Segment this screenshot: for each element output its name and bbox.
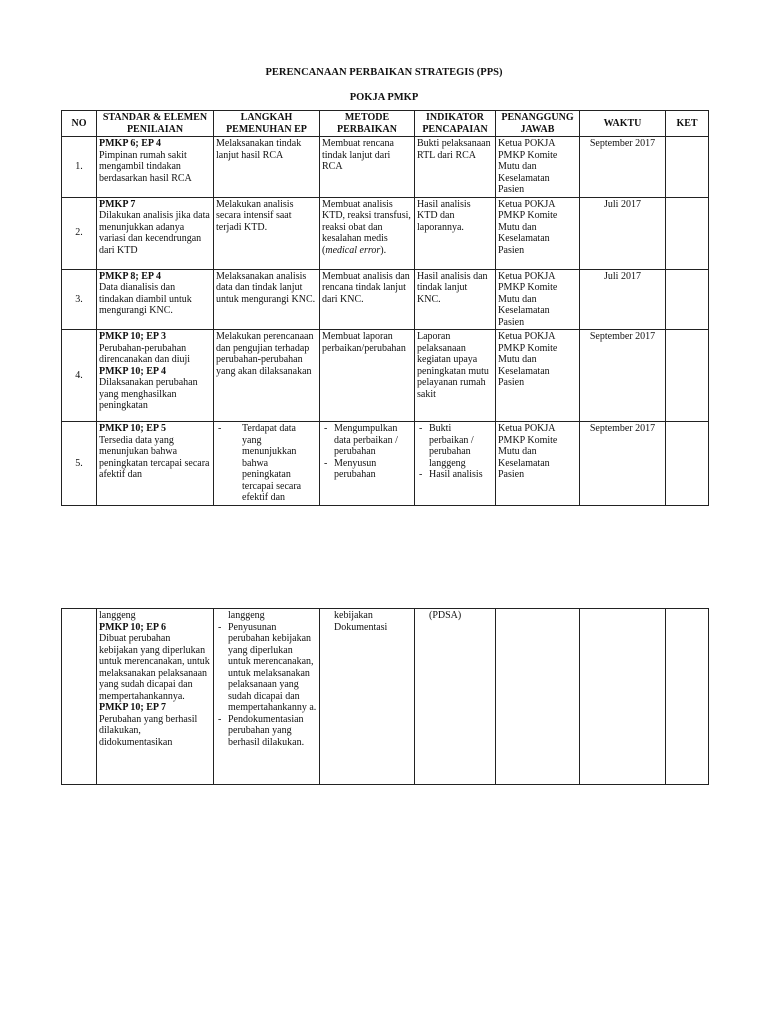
- table-row: [62, 197, 709, 269]
- langkah-text: langgeng: [228, 610, 265, 621]
- indikator-list: [417, 423, 493, 481]
- list-item: - Menyusun perubahan: [334, 458, 412, 481]
- list-item: - Hasil analisis: [429, 469, 493, 481]
- langkah-cell: Melakukan analisis secara intensif saat terjadi KTD.: [214, 197, 320, 269]
- metode-cell: Membuat rencana tindak lanjut dari RCA: [320, 137, 415, 198]
- header-standar: STANDAR & ELEMEN PENILAIAN: [97, 111, 214, 137]
- ket-cell: [666, 422, 709, 506]
- document-subtitle: POKJA PMKP: [349, 92, 419, 103]
- row-number: 1.: [62, 137, 97, 198]
- header-langkah: LANGKAH PEMENUHAN EP: [214, 111, 320, 137]
- langkah-cell: Melaksanakan tindak lanjut hasil RCA: [214, 137, 320, 198]
- standar-code: PMKP 10; EP 6: [99, 621, 166, 633]
- indikator-cell: Hasil analisis KTD dan laporannya.: [415, 197, 496, 269]
- list-item: - Mengumpulkan data perbaikan / perubahan: [334, 423, 412, 458]
- langkah-cell: Melaksanakan analisis data dan tindak lanjut untuk mengurangi KNC.: [214, 269, 320, 330]
- ket-cell: [666, 330, 709, 422]
- waktu-cell: Juli 2017: [580, 197, 666, 269]
- penanggung-jawab-cell: Ketua POKJA PMKP Komite Mutu dan Keselamatan Pasien: [496, 422, 580, 506]
- standar-text: Dilakukan analisis jika data menunjukkan adanya variasi dan kecendrungan dari KTD: [99, 210, 210, 256]
- metode-cell: [320, 197, 415, 269]
- metode-italic-text: medical error: [325, 244, 381, 256]
- standar-text: Perubahan yang berhasil dilakukan, didokumentasikan: [99, 713, 198, 748]
- standar-code: PMKP 10; EP 4: [99, 365, 166, 377]
- indikator-cell: Laporan pelaksanaan kegiatan upaya peningkatan mutu pelayanan rumah sakit: [415, 330, 496, 422]
- waktu-cell: September 2017: [580, 422, 666, 506]
- indikator-text: (PDSA): [429, 610, 462, 621]
- standar-cell: [97, 422, 214, 506]
- header-penanggung-jawab: PENANGGUNG JAWAB: [496, 111, 580, 137]
- row-number-empty: [62, 609, 97, 785]
- penanggung-jawab-cell: [496, 609, 580, 785]
- standar-code: PMKP 10; EP 7: [99, 702, 166, 713]
- header-metode: METODE PERBAIKAN: [320, 111, 415, 137]
- header-waktu: WAKTU: [580, 111, 666, 137]
- metode-cell: [320, 422, 415, 506]
- metode-list: [322, 423, 412, 481]
- ket-cell: [666, 137, 709, 198]
- indikator-cell: [415, 609, 496, 785]
- langkah-list: [216, 622, 317, 749]
- row-number: 2.: [62, 197, 97, 269]
- table-row: [62, 137, 709, 198]
- waktu-cell: September 2017: [580, 330, 666, 422]
- standar-cell: [97, 269, 214, 330]
- list-item: - Pendokumentasian perubahan yang berhasil dilakukan.: [228, 714, 317, 749]
- langkah-cell: Melakukan perencanaan dan pengujian terhadap perubahan-perubahan yang akan dilaksanakan: [214, 330, 320, 422]
- header-row: [62, 111, 709, 137]
- penanggung-jawab-cell: Ketua POKJA PMKP Komite Mutu dan Keselamatan Pasien: [496, 330, 580, 422]
- standar-text: Tersedia data yang menunjukan bahwa peningkatan tercapai secara afektif dan: [99, 434, 210, 480]
- metode-text: kebijakan Dokumentasi: [334, 610, 388, 633]
- ket-cell: [666, 197, 709, 269]
- metode-text-end: ).: [380, 244, 387, 256]
- ket-cell: [666, 269, 709, 330]
- langkah-cell: [214, 609, 320, 785]
- list-item: - Terdapat data yang menunjukkan bahwa peningkatan tercapai secara efektif dan: [242, 423, 317, 504]
- standar-code: PMKP 10; EP 3: [99, 331, 166, 342]
- waktu-cell: [580, 609, 666, 785]
- standar-cell: [97, 197, 214, 269]
- standar-text: langgeng: [99, 610, 136, 621]
- standar-code: PMKP 7: [99, 198, 136, 210]
- penanggung-jawab-cell: Ketua POKJA PMKP Komite Mutu dan Keselamatan Pasien: [496, 137, 580, 198]
- list-item: - Penyusunan perubahan kebijakan yang diperlukan untuk merencanakan, untuk melaksanakan pelaksanaan yang sudah dicapai dan mempertahankanny a.: [228, 622, 317, 714]
- standar-cell: [97, 609, 214, 785]
- header-no: NO: [62, 111, 97, 137]
- ket-cell: [666, 609, 709, 785]
- table-row: [62, 422, 709, 506]
- waktu-cell: September 2017: [580, 137, 666, 198]
- standar-text: Perubahan-perubahan direncanakan dan diuji: [99, 342, 191, 365]
- standar-text: Dibuat perubahan kebijakan yang diperlukan untuk merencanakan, untuk melaksanakan pelaksanaan yang sudah dicapai dan mempertahankannya.: [99, 633, 210, 702]
- document-title: PERENCANAAN PERBAIKAN STRATEGIS (PPS): [265, 67, 503, 78]
- header-ket: KET: [666, 111, 709, 137]
- row-number: 3.: [62, 269, 97, 330]
- header-indikator: INDIKATOR PENCAPAIAN: [415, 111, 496, 137]
- table-row: [62, 330, 709, 422]
- penanggung-jawab-cell: Ketua POKJA PMKP Komite Mutu dan Keselamatan Pasien: [496, 269, 580, 330]
- metode-cell: [320, 609, 415, 785]
- metode-cell: Membuat laporan perbaikan/perubahan: [320, 330, 415, 422]
- waktu-cell: Juli 2017: [580, 269, 666, 330]
- pps-table-continued: [61, 608, 709, 785]
- standar-text: Data dianalisis dan tindakan diambil untuk mengurangi KNC.: [99, 282, 192, 316]
- standar-code: PMKP 6; EP 4: [99, 138, 161, 149]
- indikator-cell: Bukti pelaksanaan RTL dari RCA: [415, 137, 496, 198]
- standar-code: PMKP 8; EP 4: [99, 270, 161, 282]
- row-number: 4.: [62, 330, 97, 422]
- table-row: [62, 609, 709, 785]
- penanggung-jawab-cell: Ketua POKJA PMKP Komite Mutu dan Keselamatan Pasien: [496, 197, 580, 269]
- metode-text: Membuat analisis KTD, reaksi transfusi, reaksi obat dan kesalahan medis (: [322, 198, 411, 256]
- standar-text: Dilaksanakan perubahan yang menghasilkan peningkatan: [99, 377, 198, 411]
- langkah-cell: [214, 422, 320, 506]
- table-row: [62, 269, 709, 330]
- indikator-cell: [415, 422, 496, 506]
- pps-table: [61, 110, 709, 506]
- list-item: - Bukti perbaikan / perubahan langgeng: [429, 423, 493, 469]
- standar-code: PMKP 10; EP 5: [99, 423, 166, 434]
- standar-cell: [97, 330, 214, 422]
- standar-text: Pimpinan rumah sakit mengambil tindakan berdasarkan hasil RCA: [99, 149, 192, 184]
- indikator-cell: Hasil analisis dan tindak lanjut KNC.: [415, 269, 496, 330]
- langkah-list: [216, 423, 317, 504]
- row-number: 5.: [62, 422, 97, 506]
- standar-cell: [97, 137, 214, 198]
- metode-cell: Membuat analisis dan rencana tindak lanjut dari KNC.: [320, 269, 415, 330]
